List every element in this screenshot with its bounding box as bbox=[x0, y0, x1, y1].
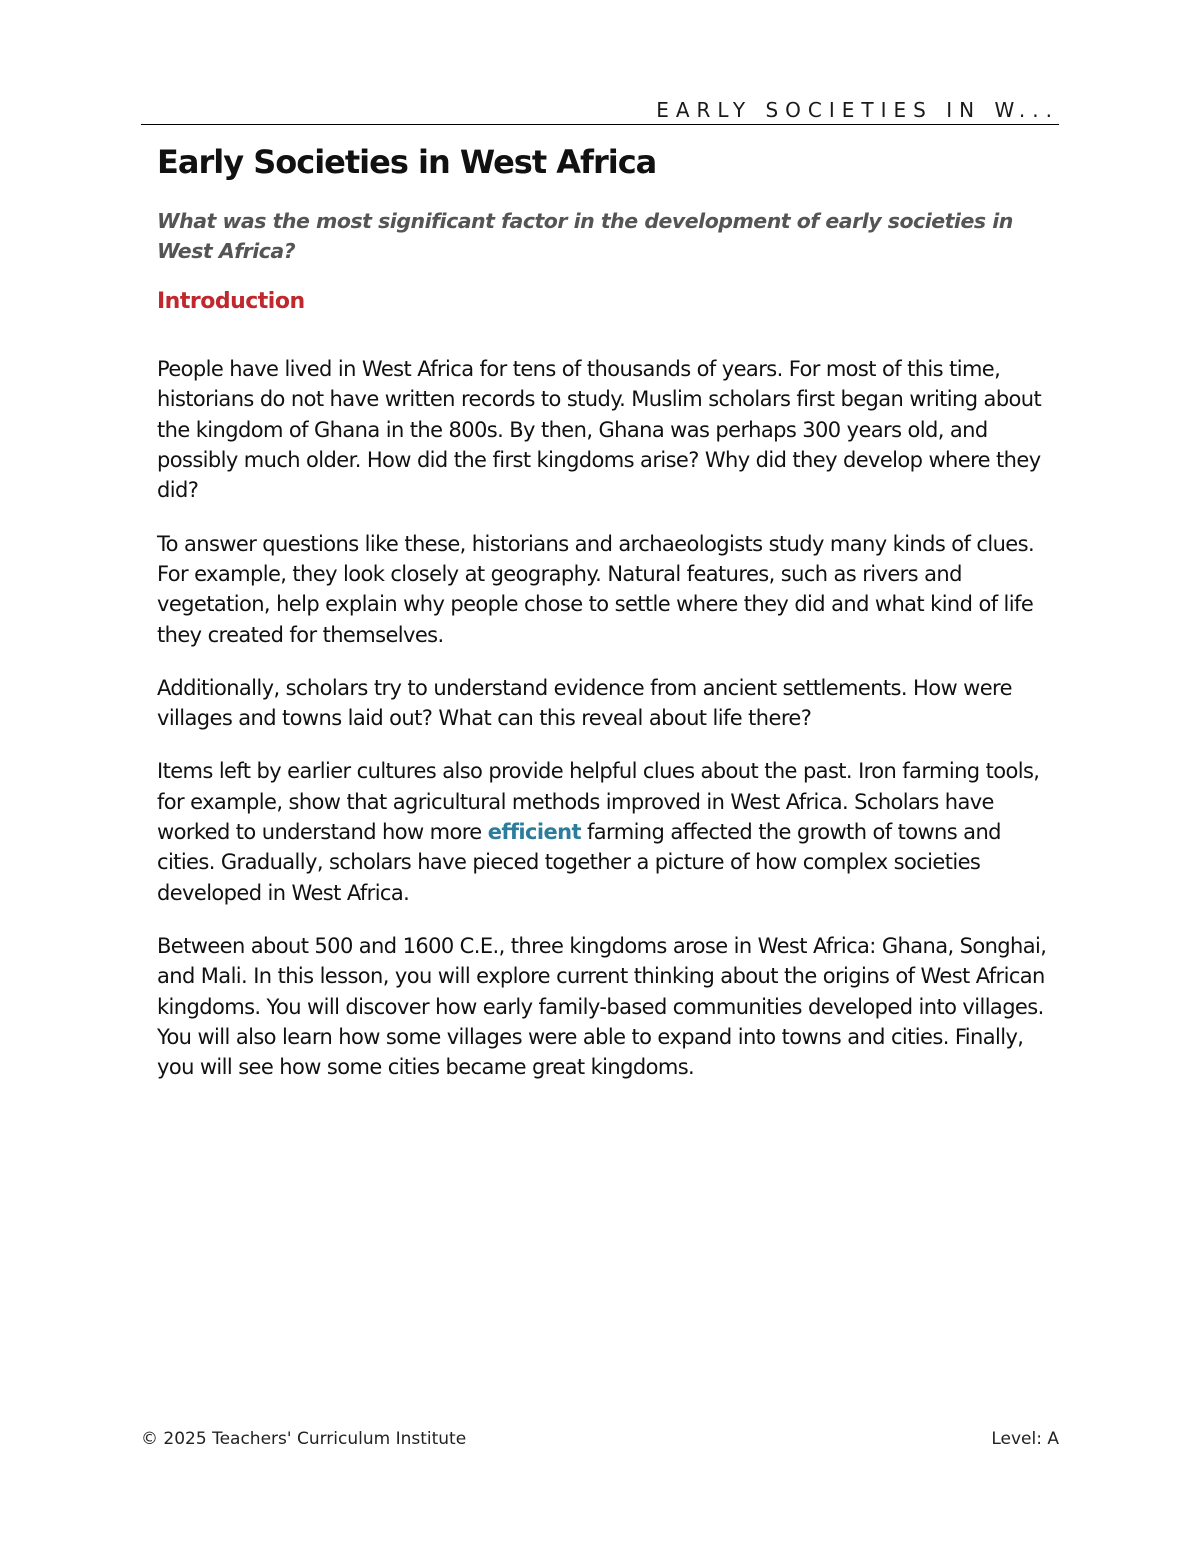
paragraph: Between about 500 and 1600 C.E., three kingdoms arose in West Africa: Ghana, Songhai, and Mali. In this lesson, you will explore current thinking about the origins of West African kingdoms. You will discover how early family-based communities developed into villages. You will also learn how some villages were able to expand into towns and cities. Finally, you will see how some cities became great kingdoms. bbox=[157, 933, 1047, 1080]
paragraph-text-after: farming affected the growth of towns and cities. Gradually, scholars have pieced together a picture of how complex societies developed in West Africa. bbox=[157, 820, 1001, 905]
paragraph-with-vocab bbox=[157, 756, 1057, 907]
header-divider bbox=[141, 124, 1059, 125]
page-title: Early Societies in West Africa bbox=[157, 143, 657, 181]
footer-copyright: © 2025 Teachers' Curriculum Institute bbox=[141, 1429, 467, 1449]
paragraph: Additionally, scholars try to understand evidence from ancient settlements. How were villages and towns laid out? What can this reveal about life there? bbox=[157, 675, 1012, 731]
vocab-term-link[interactable]: efficient bbox=[487, 820, 581, 845]
footer-level: Level: A bbox=[991, 1429, 1059, 1449]
paragraph: To answer questions like these, historians and archaeologists study many kinds of clues. For example, they look closely at geography. Natural features, such as rivers and vegetation, help explain why people chose to settle where they did and what kind of life they created for themselves. bbox=[157, 531, 1035, 647]
paragraph: People have lived in West Africa for tens of thousands of years. For most of this time, historians do not have written records to study. Muslim scholars first began writing about the kingdom of Ghana in the 800s. By then, Ghana was perhaps 300 years old, and possibly much older. How did the first kingdoms arise? Why did they develop where they did? bbox=[157, 357, 1042, 503]
running-header: EARLY SOCIETIES IN W... bbox=[656, 98, 1059, 122]
section-heading-introduction: Introduction bbox=[157, 288, 305, 314]
essential-question: What was the most significant factor in the development of early societies in West Africa? bbox=[157, 208, 1013, 263]
document-body bbox=[157, 142, 1057, 1105]
paragraph-text-before: Items left by earlier cultures also provide helpful clues about the past. Iron farming tools, for example, show that agricultural methods improved in West Africa. Scholars have worked to understand how more bbox=[157, 759, 1040, 845]
